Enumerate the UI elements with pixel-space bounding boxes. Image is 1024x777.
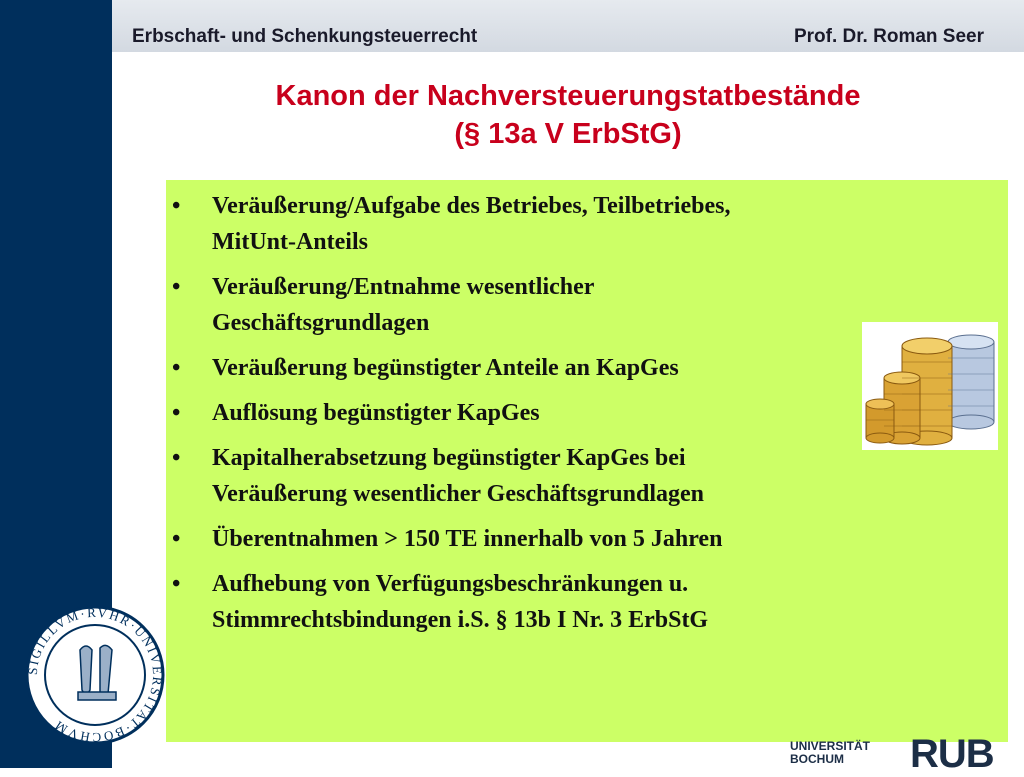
bullet-line: Veräußerung/Aufgabe des Betriebes, Teilbetriebes, [212,193,731,219]
logo-text [790,740,870,766]
bullet-marker: • [172,274,181,300]
bullet-line: Kapitalherabsetzung begünstigter KapGes bei [212,445,686,471]
logo-line1: UNIVERSITÄT [790,739,871,753]
bullet-line: Überentnahmen > 150 TE innerhalb von 5 Jahren [212,526,723,552]
bullet-line: Auflösung begünstigter KapGes [212,400,540,426]
bullet-marker: • [172,355,181,381]
bullet-line: Veräußerung wesentlicher Geschäftsgrundlagen [212,481,704,507]
content-box [166,180,1008,742]
bullet-item [166,395,866,431]
slide-header [112,0,1024,52]
bullet-item [166,566,866,638]
bullet-line: MitUnt-Anteils [212,229,368,255]
course-title: Erbschaft- und Schenkungsteuerrecht [132,26,478,47]
slide-title: Kanon der Nachversteuerungstatbestände [275,80,861,112]
logo-mark: RUB [910,732,994,776]
bullet-line: Aufhebung von Verfügungsbeschränkungen u. [212,571,689,597]
bullet-line: Stimmrechtsbindungen i.S. § 13b I Nr. 3 ErbStG [212,607,709,633]
bullet-marker: • [172,445,181,471]
bullet-line: Veräußerung begünstigter Anteile an KapGes [212,355,679,381]
bullet-marker: • [172,400,181,426]
bullet-marker: • [172,526,181,552]
bullet-marker: • [172,571,181,597]
bullet-line: Geschäftsgrundlagen [212,310,430,336]
bullet-list [166,188,866,647]
lecturer-name: Prof. Dr. Roman Seer [793,26,984,47]
bullet-item [166,350,866,386]
bullet-item [166,269,866,341]
bullet-item [166,521,866,557]
slide-subtitle: (§ 13a V ErbStG) [454,118,682,150]
bullet-line: Veräußerung/Entnahme wesentlicher [212,274,595,300]
svg-text:SIGILLVM·RVHR·UNIVERSITAT·BOCH: SIGILLVM·RVHR·UNIVERSITAT·BOCHVM [24,604,166,746]
bullet-item [166,440,866,512]
bullet-marker: • [172,193,181,219]
rub-logo [786,732,1024,776]
coin-stacks-icon [862,322,998,450]
logo-line2: BOCHUM [790,752,844,766]
university-seal-icon [20,600,170,750]
bullet-item [166,188,866,260]
